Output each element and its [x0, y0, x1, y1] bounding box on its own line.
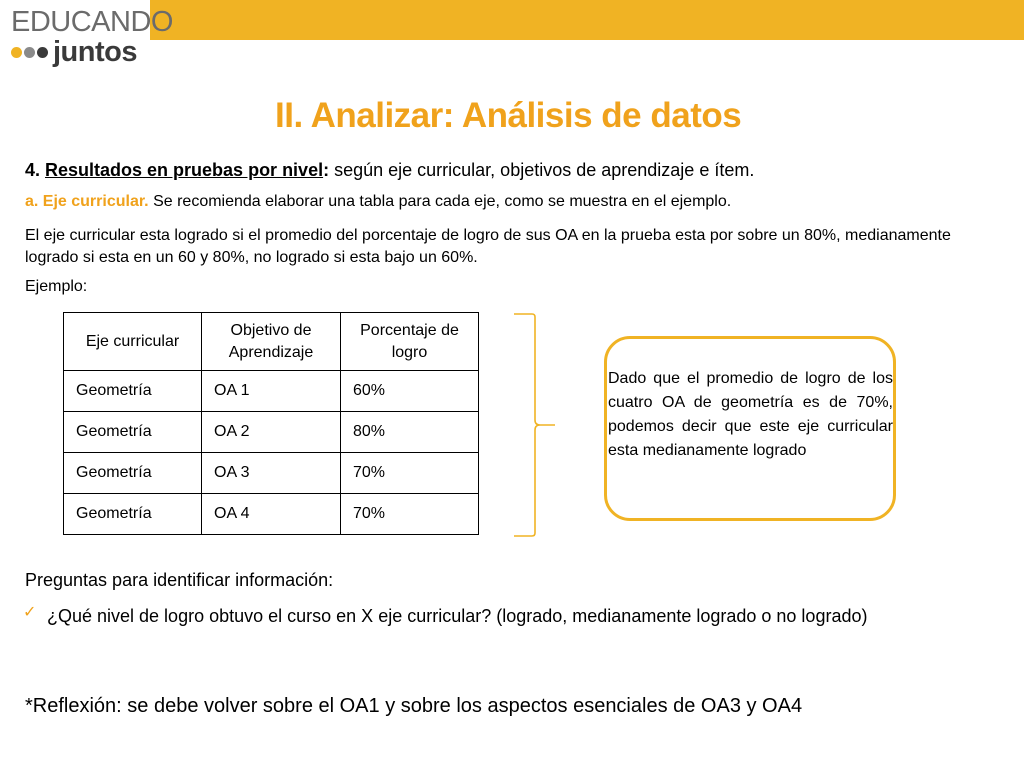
subsection-label: a. Eje curricular. [25, 193, 149, 210]
table-row [64, 453, 479, 494]
logo-word: juntos [53, 35, 137, 68]
table-cell: Geometría [64, 412, 202, 453]
question-item: ¿Qué nivel de logro obtuvo el curso en X eje curricular? (logrado, medianamente logrado o no logrado) [47, 606, 868, 626]
table-cell: 60% [341, 371, 479, 412]
subsection-text: Se recomienda elaborar una tabla para cada eje, como se muestra en el ejemplo. [148, 193, 732, 210]
example-label: Ejemplo: [25, 278, 88, 295]
section-colon: : [323, 160, 330, 180]
reflection-text: *Reflexión: se debe volver sobre el OA1 y sobre los aspectos esenciales de OA3 y OA4 [25, 695, 803, 717]
brace-icon [510, 312, 560, 540]
table-cell: Geometría [64, 494, 202, 535]
table-cell: Geometría [64, 453, 202, 494]
table-cell: OA 1 [202, 371, 341, 412]
table-cell: 80% [341, 412, 479, 453]
logo-dot-icon [37, 47, 48, 58]
logo-dot-icon [11, 47, 22, 58]
logo-juntos [11, 37, 137, 67]
logo-educando: EDUCANDO [11, 6, 173, 38]
table-cell: OA 4 [202, 494, 341, 535]
criteria-paragraph: El eje curricular esta logrado si el promedio del porcentaje de logro de sus OA en la prueba esta por sobre un 80%, medianamente logrado si esta en un 60 y 80%, no logrado si esta bajo un 60%. [25, 227, 951, 266]
section-heading [25, 160, 754, 181]
table-header-cell: Objetivo de Aprendizaje [202, 313, 341, 371]
table-cell: 70% [341, 453, 479, 494]
subsection-line [25, 193, 731, 211]
questions-title: Preguntas para identificar información: [25, 570, 334, 590]
slide-title: II. Analizar: Análisis de datos [275, 96, 742, 135]
table-header-row [64, 313, 479, 371]
table-cell: Geometría [64, 371, 202, 412]
checkmark-icon: ✓ [23, 604, 37, 621]
table-cell: 70% [341, 494, 479, 535]
header-bar [150, 0, 1024, 40]
logo-dot-icon [24, 47, 35, 58]
table-header-cell: Eje curricular [64, 313, 202, 371]
table-cell: OA 3 [202, 453, 341, 494]
table-cell: OA 2 [202, 412, 341, 453]
table-header-cell: Porcentaje de logro [341, 313, 479, 371]
table-row [64, 371, 479, 412]
section-heading-rest: según eje curricular, objetivos de aprendizaje e ítem. [329, 160, 755, 180]
table-row [64, 412, 479, 453]
results-table [63, 312, 479, 535]
callout-text: Dado que el promedio de logro de los cuatro OA de geometría es de 70%, podemos decir que este eje curricular esta medianamente logrado [608, 370, 893, 459]
section-heading-underlined: Resultados en pruebas por nivel [45, 160, 324, 180]
table-row [64, 494, 479, 535]
section-number: 4. [25, 160, 46, 180]
